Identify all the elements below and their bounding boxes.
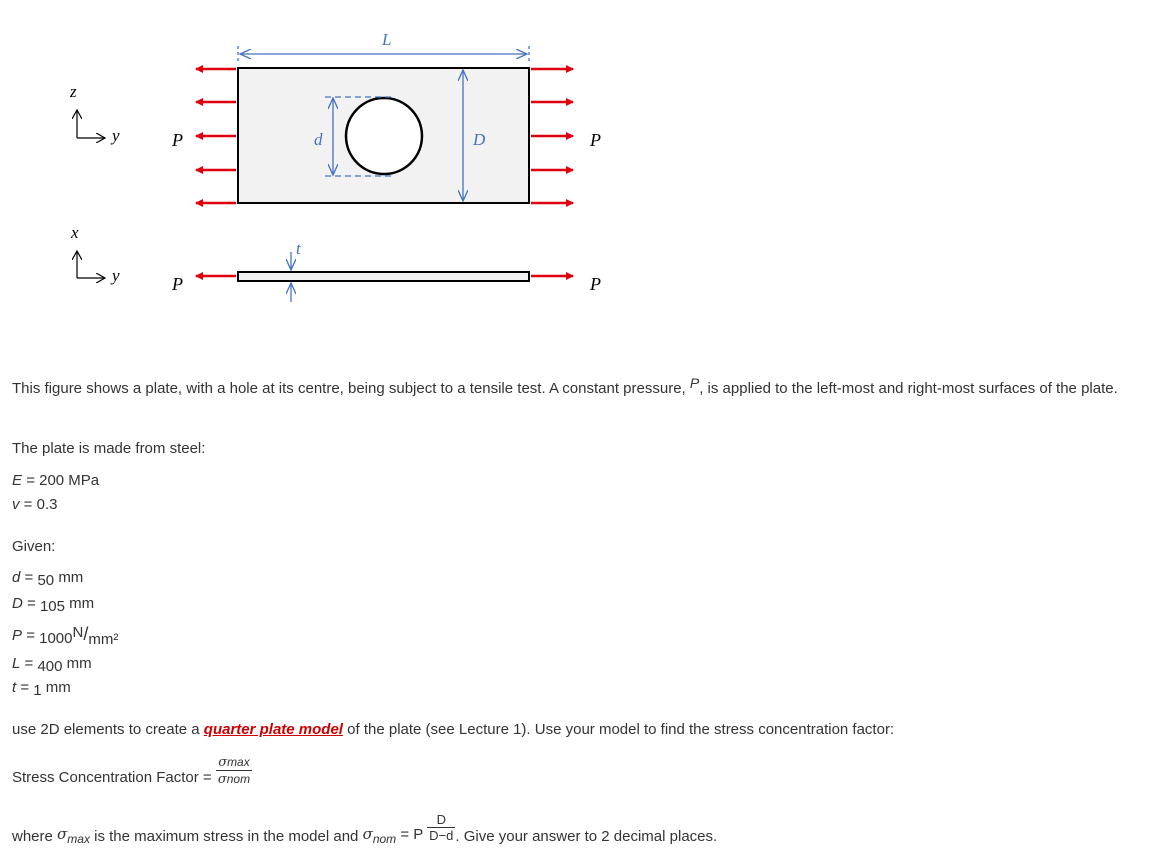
given-P-symbol: P	[12, 627, 23, 644]
scf-num-sub: max	[227, 755, 250, 769]
given-D-unit: mm	[69, 595, 95, 612]
plate-top-view	[238, 30, 529, 203]
given-d	[12, 569, 84, 589]
axis-triad-top	[69, 82, 120, 145]
intro-symbol-p: P	[689, 375, 700, 391]
where-suffix: . Give your answer to 2 decimal places.	[455, 828, 718, 846]
width-label: D	[473, 130, 486, 149]
poisson-ratio	[12, 496, 57, 513]
scf-num-sigma: σ	[218, 755, 228, 770]
v-value: = 0.3	[23, 496, 58, 513]
axis-y-label-side: y	[112, 266, 120, 285]
hole-diameter-label: d	[314, 130, 323, 149]
e-value: = 200 MPa	[26, 472, 100, 489]
load-label-left-side: P	[172, 274, 183, 294]
given-t-symbol: t	[12, 679, 17, 696]
given-L-unit: mm	[66, 655, 92, 672]
material-heading: The plate is made from steel:	[12, 440, 206, 457]
given-L-value: 400	[37, 658, 63, 675]
task-paragraph	[12, 721, 1142, 738]
where-sigma-max: σ	[57, 825, 68, 844]
axis-triad-side	[70, 223, 120, 285]
given-L-symbol: L	[12, 655, 21, 672]
where-eq: = P	[396, 826, 423, 844]
where-line	[12, 808, 718, 847]
intro-text-before: This figure shows a plate, with a hole at its centre, being subject to a tensile test. A constant pressure,	[12, 380, 690, 397]
task-text-after: of the plate (see Lecture 1). Use your model to find the stress concentration factor:	[342, 721, 895, 738]
axis-z-label: z	[70, 82, 77, 101]
load-arrows-right-top	[531, 69, 573, 203]
given-d-unit: mm	[58, 569, 84, 586]
plate-diagram	[0, 0, 1159, 330]
plate-side-view	[196, 239, 573, 302]
given-t-eq: =	[20, 679, 30, 696]
axis-y-label: y	[112, 126, 120, 145]
given-P-eq: =	[26, 627, 35, 644]
where-mid: is the maximum stress in the model and	[89, 828, 363, 846]
where-nom-sub: nom	[372, 832, 397, 847]
given-d-eq: =	[24, 569, 34, 586]
given-heading: Given:	[12, 538, 56, 555]
load-label-left-top: P	[172, 130, 183, 150]
intro-paragraph	[12, 376, 1147, 401]
given-D-eq: =	[27, 595, 36, 612]
hole	[346, 98, 422, 174]
given-t-value: 1	[33, 682, 42, 699]
given-L	[12, 655, 92, 675]
thickness-label: t	[296, 239, 301, 258]
where-frac-den: D−d	[429, 828, 454, 843]
length-label: L	[382, 30, 392, 49]
load-arrows-left-top	[196, 69, 236, 203]
quarter-plate-model-link[interactable]: quarter plate model	[203, 721, 343, 738]
load-label-right-side: P	[590, 274, 601, 294]
scf-den-sub: nom	[226, 772, 251, 786]
given-L-eq: =	[24, 655, 34, 672]
where-sigma-nom: σ	[362, 825, 373, 844]
given-P-unit-num: N	[72, 624, 84, 641]
task-text-before: use 2D elements to create a	[12, 721, 204, 738]
given-P-unit-den: mm²	[88, 631, 119, 648]
scf-den-sigma: σ	[217, 772, 227, 787]
given-t-unit: mm	[45, 679, 71, 696]
scf-fraction	[216, 754, 252, 787]
scf-equation	[12, 752, 252, 785]
where-frac-num: D	[427, 812, 455, 828]
load-label-right-top: P	[590, 130, 601, 150]
given-d-symbol: d	[12, 569, 21, 586]
given-D	[12, 595, 95, 615]
intro-text-after: , is applied to the left-most and right-most surfaces of the plate.	[699, 380, 1118, 397]
where-max-sub: max	[67, 832, 90, 847]
given-t	[12, 679, 71, 699]
scf-label: Stress Concentration Factor	[12, 769, 199, 787]
given-P: P = 1000N/mm²	[12, 624, 119, 648]
where-prefix: where	[12, 828, 58, 846]
given-D-value: 105	[39, 598, 65, 615]
axis-x-label: x	[71, 223, 79, 242]
given-d-value: 50	[37, 572, 55, 589]
v-symbol: v	[12, 496, 20, 513]
given-P-value: 1000	[39, 630, 73, 647]
youngs-modulus	[12, 472, 99, 489]
scf-eq: =	[202, 769, 212, 787]
where-fraction	[427, 812, 455, 843]
given-D-symbol: D	[12, 595, 23, 612]
e-symbol: E	[12, 472, 23, 489]
